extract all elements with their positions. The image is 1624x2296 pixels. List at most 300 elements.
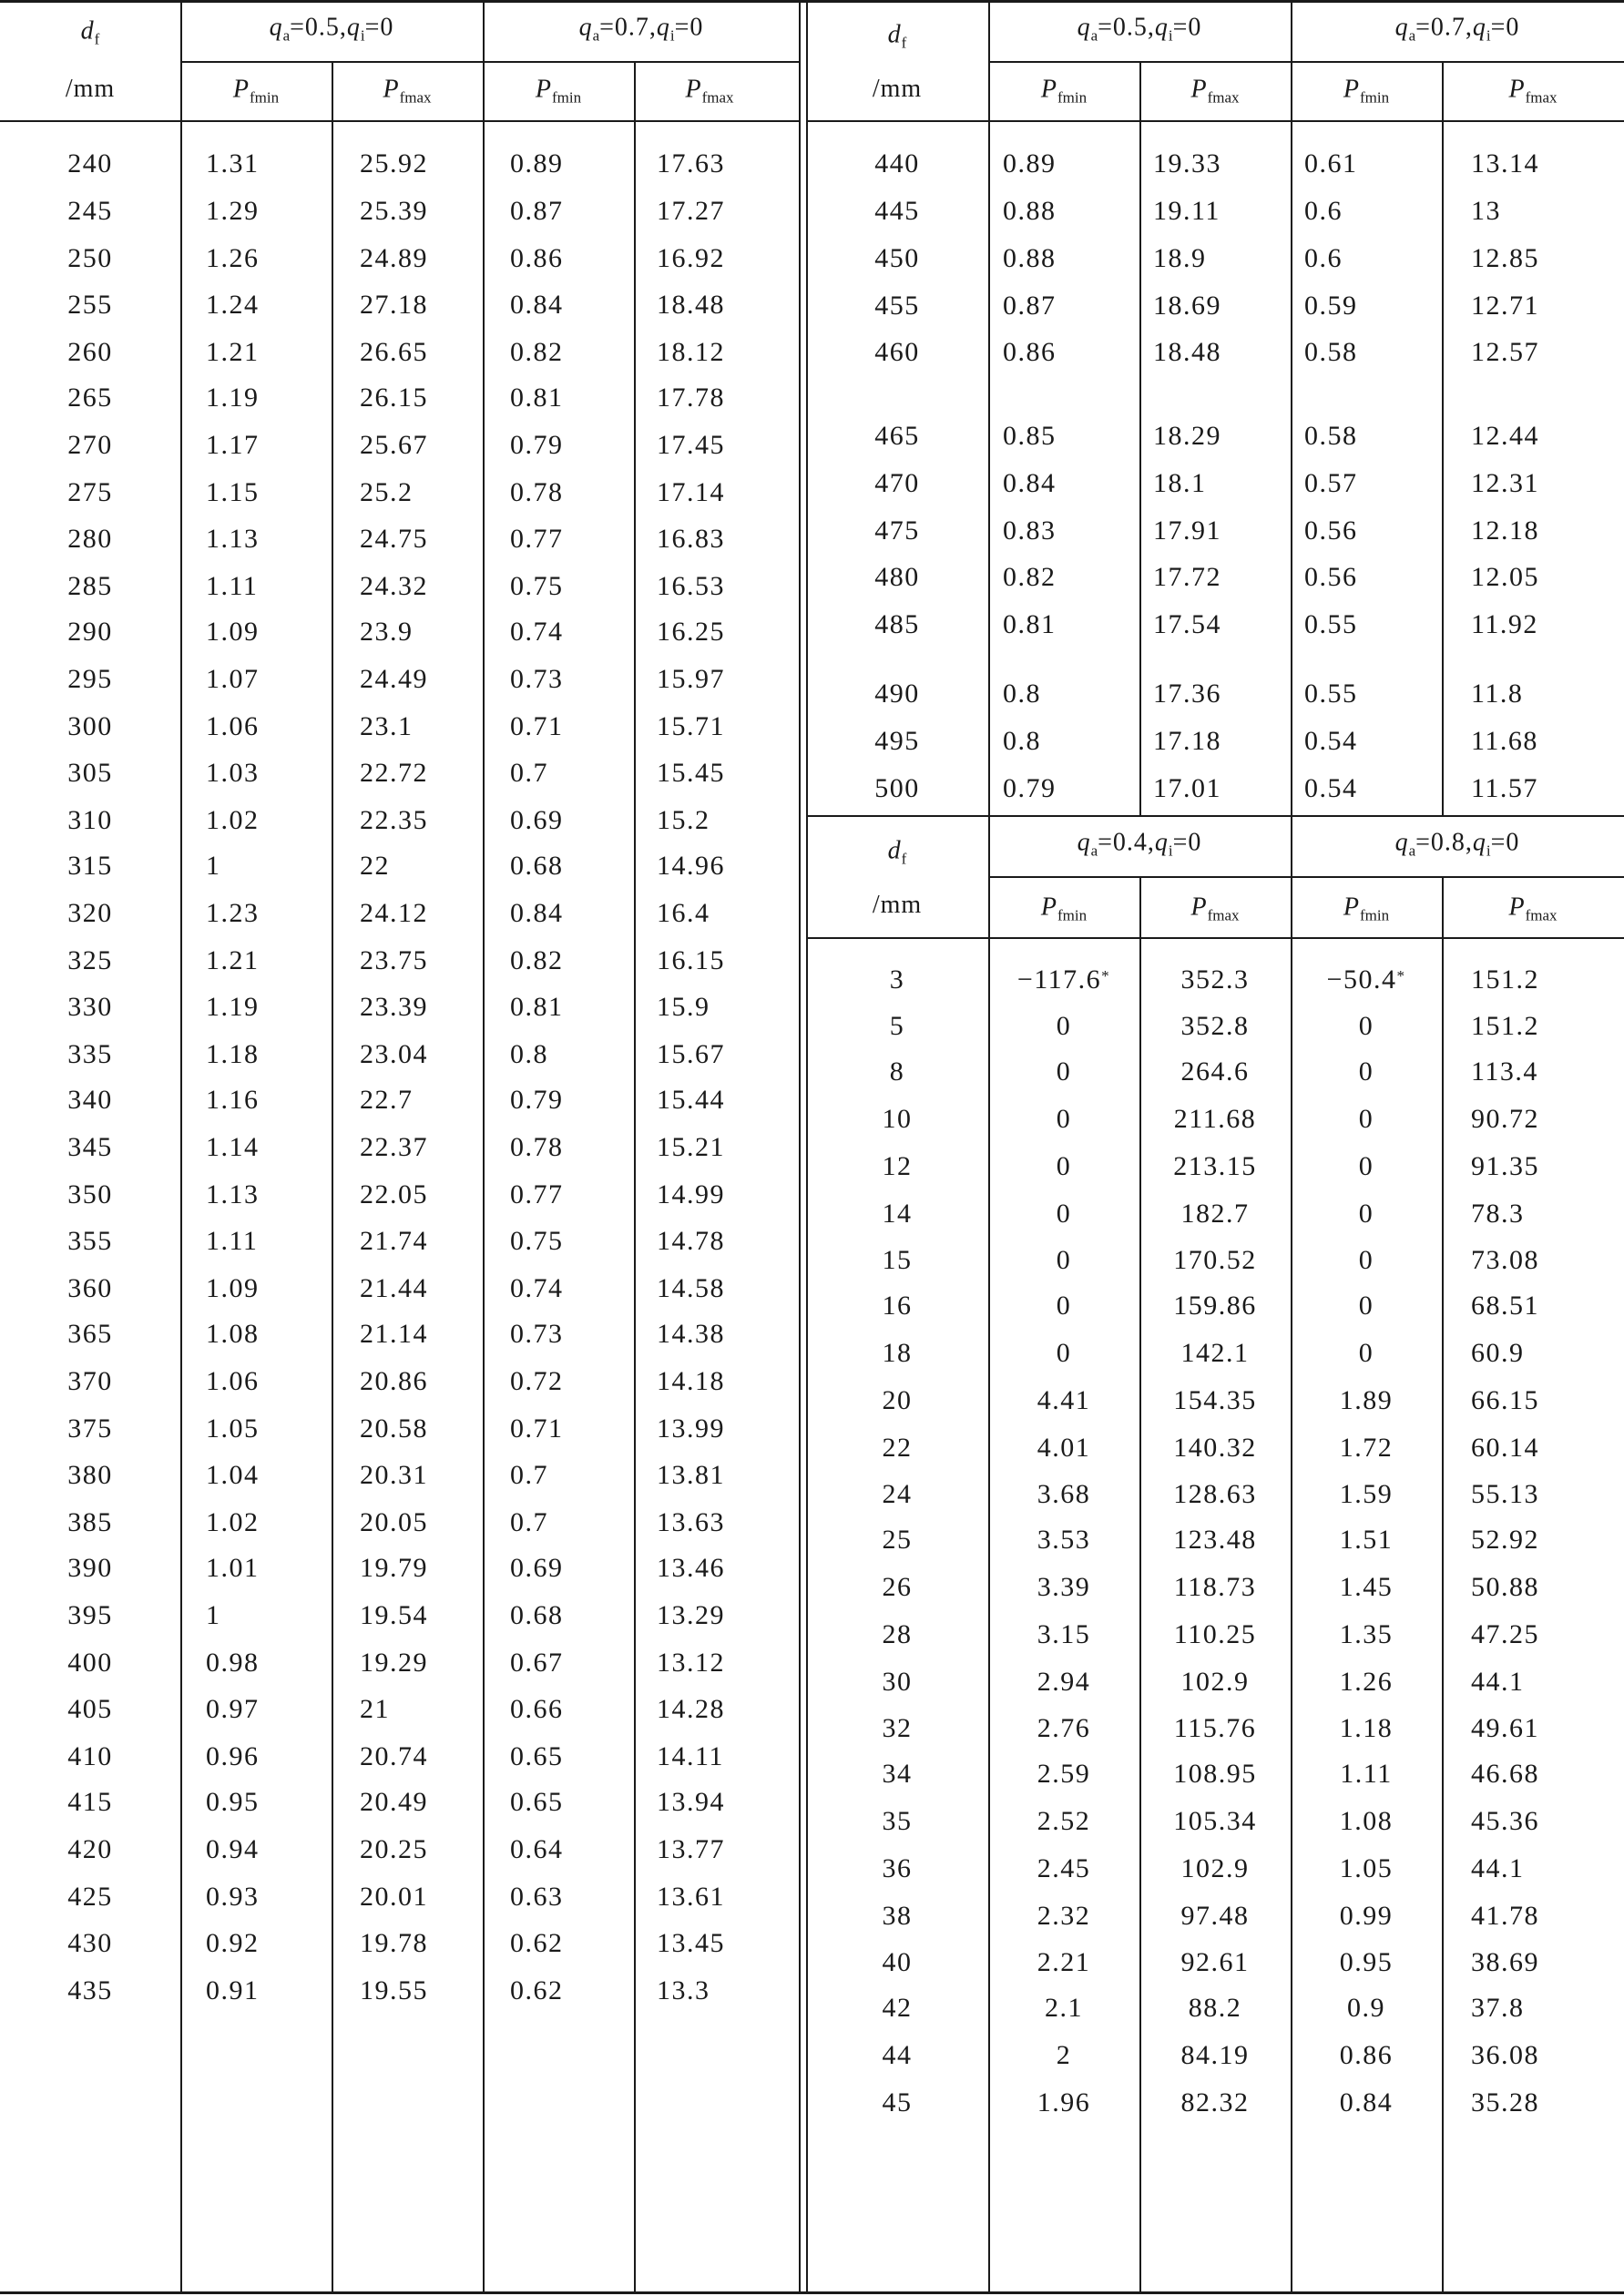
- pfmin-cell: 2.32: [1037, 1900, 1091, 1931]
- pfmin-header-2: $P_{fmin}$: [1343, 75, 1390, 107]
- pfmax-cell: 115.76: [1173, 1713, 1257, 1744]
- df-cell: 300: [67, 710, 113, 741]
- pfmin-cell: 0: [1358, 1245, 1374, 1276]
- pfmax-cell: 22.72: [360, 758, 428, 789]
- pfmin-cell: 0.58: [1304, 337, 1358, 367]
- pfmax-cell: 13.61: [657, 1881, 725, 1912]
- pfmin-cell: 0.57: [1304, 468, 1358, 498]
- df-cell: 445: [874, 196, 920, 226]
- pfmin-cell: 0.54: [1304, 726, 1358, 756]
- pfmax-cell: 41.78: [1471, 1900, 1539, 1931]
- df-cell: 470: [874, 468, 920, 498]
- df-cell: 245: [67, 195, 113, 226]
- pfmax-cell: 91.35: [1471, 1150, 1539, 1181]
- pfmax-cell: 16.53: [657, 571, 725, 602]
- pfmin-cell: 0.82: [510, 944, 564, 975]
- pfmax-cell: 16.15: [657, 944, 725, 975]
- df-cell: 16: [882, 1291, 913, 1321]
- pfmax-cell: 37.8: [1471, 1993, 1525, 2024]
- pfmin-cell: 1.26: [1339, 1666, 1394, 1697]
- pfmax-cell: 11.92: [1471, 609, 1538, 639]
- pfmax-cell: 11.8: [1471, 679, 1524, 709]
- pfmin-cell: 0.56: [1304, 562, 1358, 592]
- pfmax-cell: 12.85: [1471, 243, 1539, 273]
- pfmax-cell: 128.63: [1173, 1479, 1257, 1510]
- pfmax-cell: 18.29: [1153, 421, 1221, 451]
- pfmin-cell: 0.7: [510, 1507, 548, 1538]
- pfmin-cell: 0.93: [206, 1881, 260, 1912]
- df-cell: 360: [67, 1273, 113, 1304]
- pfmin-cell: 0.66: [510, 1694, 564, 1725]
- df-cell: 22: [882, 1432, 913, 1463]
- df-cell: 385: [67, 1507, 113, 1538]
- df-cell: 18: [882, 1337, 913, 1368]
- pfmax-cell: 14.28: [657, 1694, 725, 1725]
- df-cell: 490: [874, 679, 920, 709]
- pfmax-cell: 13.45: [657, 1928, 725, 1959]
- pfmax-cell: 105.34: [1173, 1805, 1257, 1836]
- df-cell: 410: [67, 1741, 113, 1772]
- pfmax-cell: 151.2: [1471, 1011, 1539, 1042]
- pfmax-cell: 19.29: [360, 1647, 428, 1678]
- pfmax-cell: 102.9: [1180, 1852, 1250, 1883]
- df-unit-header: /mm: [872, 75, 923, 103]
- df-cell: 440: [874, 148, 920, 179]
- df-cell: 460: [874, 337, 920, 367]
- pfmin-cell: 3.39: [1037, 1571, 1091, 1602]
- pfmin-cell: 1.35: [1339, 1618, 1394, 1649]
- pfmax-header-2: $P_{fmax}$: [685, 75, 734, 107]
- pfmin-cell: 0.88: [1003, 196, 1057, 226]
- right-section-divider: [807, 815, 1624, 817]
- pfmin-cell: 0.61: [1304, 148, 1358, 179]
- pfmin-cell: 1.05: [1339, 1852, 1394, 1883]
- df-cell: 500: [874, 773, 920, 803]
- pfmin-cell: 0: [1056, 1337, 1072, 1368]
- pfmin-cell: 1.96: [1037, 2087, 1091, 2117]
- pfmax-cell: 20.01: [360, 1881, 428, 1912]
- pfmin-cell: 1.08: [1339, 1805, 1394, 1836]
- pfmax-cell: 24.49: [360, 663, 428, 694]
- pfmin-cell: 0.69: [510, 1553, 564, 1583]
- pfmax-cell: 66.15: [1471, 1384, 1539, 1415]
- pfmin-cell: 1.23: [206, 897, 260, 928]
- pfmax-cell: 36.08: [1471, 2039, 1539, 2070]
- right-bottom-header-mid-rule: [989, 876, 1624, 878]
- pfmin-header-2: $P_{fmin}$: [535, 75, 582, 107]
- pfmax-cell: 15.67: [657, 1039, 725, 1070]
- df-cell: 340: [67, 1085, 113, 1115]
- pfmin-cell: 1.06: [206, 710, 260, 741]
- pfmin-header-1: $P_{fmin}$: [1040, 893, 1088, 924]
- pfmax-cell: 25.67: [360, 429, 428, 460]
- pfmax-cell: 13.99: [657, 1413, 725, 1444]
- pfmax-cell: 35.28: [1471, 2087, 1539, 2117]
- footnote-mark: *: [1396, 966, 1406, 985]
- pfmin-cell: 0.55: [1304, 679, 1358, 709]
- pfmin-cell: 0.63: [510, 1881, 564, 1912]
- pfmax-cell: 140.32: [1173, 1432, 1257, 1463]
- pfmin-cell: 0: [1358, 1103, 1374, 1134]
- pfmax-cell: 13.29: [657, 1599, 725, 1630]
- pfmax-cell: 22: [360, 851, 390, 881]
- df-header: $d_f$: [80, 16, 100, 48]
- right-top-col-rule-4: [1442, 61, 1444, 816]
- pfmax-cell: 44.1: [1471, 1666, 1525, 1697]
- df-cell: 3: [889, 964, 905, 995]
- pfmax-cell: 18.48: [657, 290, 725, 321]
- pfmax-cell: 27.18: [360, 290, 428, 321]
- pfmin-cell: 0.68: [510, 851, 564, 881]
- pfmin-cell: 0.7: [510, 758, 548, 789]
- pfmin-cell: 0.64: [510, 1833, 564, 1864]
- pfmin-cell: 0.65: [510, 1741, 564, 1772]
- pfmin-header-1: $P_{fmin}$: [232, 75, 280, 107]
- pfmin-cell: 4.41: [1037, 1384, 1091, 1415]
- df-cell: 390: [67, 1553, 113, 1583]
- pfmin-cell: 0.97: [206, 1694, 260, 1725]
- pfmin-cell: 1.14: [206, 1131, 260, 1162]
- df-cell: 345: [67, 1131, 113, 1162]
- pfmax-cell: 12.18: [1471, 515, 1539, 546]
- pfmin-cell: 2: [1056, 2039, 1072, 2070]
- pfmax-cell: 17.01: [1153, 773, 1221, 803]
- pfmin-cell: 1.19: [206, 383, 260, 413]
- pfmin-cell: 1.19: [206, 992, 260, 1023]
- pfmin-cell: 0.62: [510, 1975, 564, 2006]
- df-cell: 285: [67, 571, 113, 602]
- pfmax-cell: 18.12: [657, 337, 725, 368]
- pfmin-cell: 0.59: [1304, 291, 1358, 321]
- pfmin-cell: 0.84: [1339, 2087, 1394, 2117]
- pfmin-cell: 0.88: [1003, 243, 1057, 273]
- pfmin-cell: 0.79: [510, 429, 564, 460]
- df-cell: 415: [67, 1787, 113, 1817]
- df-cell: 305: [67, 758, 113, 789]
- pfmax-header-1: $P_{fmax}$: [383, 75, 432, 107]
- df-cell: 295: [67, 663, 113, 694]
- pfmin-cell: 0.8: [510, 1039, 548, 1070]
- pfmax-cell: 20.05: [360, 1507, 428, 1538]
- pfmax-cell: 26.65: [360, 337, 428, 368]
- pfmin-cell: 0.91: [206, 1975, 260, 2006]
- pfmin-cell: 0: [1358, 1198, 1374, 1229]
- pfmax-cell: 154.35: [1173, 1384, 1257, 1415]
- pfmax-cell: 15.97: [657, 663, 725, 694]
- pfmax-cell: 14.78: [657, 1226, 725, 1257]
- pfmax-cell: 12.31: [1471, 468, 1539, 498]
- pfmin-cell: 1.89: [1339, 1384, 1394, 1415]
- df-cell: 40: [882, 1947, 913, 1978]
- pfmax-cell: 108.95: [1173, 1759, 1257, 1790]
- df-cell: 315: [67, 851, 113, 881]
- pfmax-cell: 97.48: [1180, 1900, 1250, 1931]
- pfmin-cell: 0.85: [1003, 421, 1057, 451]
- pfmax-cell: 15.44: [657, 1085, 725, 1115]
- pfmin-cell: 0: [1056, 1291, 1072, 1321]
- pfmax-cell: 88.2: [1188, 1993, 1242, 2024]
- df-cell: 25: [882, 1525, 913, 1556]
- pfmin-cell: 0.74: [510, 1273, 564, 1304]
- pfmax-cell: 92.61: [1180, 1947, 1250, 1978]
- df-cell: 405: [67, 1694, 113, 1725]
- pfmax-cell: 23.04: [360, 1039, 428, 1070]
- left-header-bottom-rule: [0, 120, 800, 122]
- pfmax-cell: 68.51: [1471, 1291, 1539, 1321]
- pfmax-cell: 13.77: [657, 1833, 725, 1864]
- pfmax-cell: 22.05: [360, 1179, 428, 1209]
- pfmin-cell: 0.6: [1304, 196, 1343, 226]
- df-cell: 38: [882, 1900, 913, 1931]
- pfmin-cell: 0.75: [510, 571, 564, 602]
- pfmax-cell: 25.92: [360, 148, 428, 179]
- pfmin-cell: 0.74: [510, 617, 564, 647]
- pfmin-cell: 0.77: [510, 524, 564, 555]
- pfmax-cell: 25.39: [360, 195, 428, 226]
- df-cell: 375: [67, 1413, 113, 1444]
- pfmin-cell: 1.21: [206, 337, 260, 368]
- df-cell: 275: [67, 476, 113, 507]
- pfmin-cell: 0.84: [510, 290, 564, 321]
- pfmin-cell: 2.76: [1037, 1713, 1091, 1744]
- pfmax-cell: 82.32: [1180, 2087, 1250, 2117]
- df-cell: 485: [874, 609, 920, 639]
- pfmax-cell: 264.6: [1180, 1056, 1250, 1087]
- df-cell: 30: [882, 1666, 913, 1697]
- df-cell: 255: [67, 290, 113, 321]
- pfmax-cell: 44.1: [1471, 1852, 1525, 1883]
- pfmax-cell: 23.75: [360, 944, 428, 975]
- df-cell: 450: [874, 243, 920, 273]
- pfmin-cell: 0.82: [1003, 562, 1057, 592]
- pfmin-cell: 0: [1056, 1056, 1072, 1087]
- df-cell: 45: [882, 2087, 913, 2117]
- pfmax-cell: 113.4: [1471, 1056, 1538, 1087]
- pfmax-cell: 73.08: [1471, 1245, 1539, 1276]
- right-bottom-col-rule-2: [1139, 876, 1141, 2293]
- pfmax-cell: 20.25: [360, 1833, 428, 1864]
- pfmax-cell: 170.52: [1173, 1245, 1257, 1276]
- pfmin-cell: 0.68: [510, 1599, 564, 1630]
- pfmax-cell: 15.45: [657, 758, 725, 789]
- pfmax-cell: 47.25: [1471, 1618, 1539, 1649]
- df-cell: 35: [882, 1805, 913, 1836]
- pfmax-header-1: $P_{fmax}$: [1190, 75, 1240, 107]
- pfmin-cell: 0.87: [1003, 291, 1057, 321]
- pfmax-cell: 16.25: [657, 617, 725, 647]
- df-cell: 36: [882, 1852, 913, 1883]
- pfmax-cell: 17.36: [1153, 679, 1221, 709]
- pfmax-cell: 13.81: [657, 1460, 725, 1491]
- pfmax-cell: 14.18: [657, 1365, 725, 1396]
- pfmin-cell: −117.6*: [1016, 964, 1111, 995]
- pfmax-cell: 60.14: [1471, 1432, 1539, 1463]
- pfmax-cell: 17.45: [657, 429, 725, 460]
- pfmax-cell: 25.2: [360, 476, 414, 507]
- pfmax-cell: 17.18: [1153, 726, 1221, 756]
- pfmin-cell: 1.04: [206, 1460, 260, 1491]
- pfmax-cell: 23.9: [360, 617, 414, 647]
- pfmin-cell: 0.82: [510, 337, 564, 368]
- pfmin-cell: 1.08: [206, 1319, 260, 1349]
- pfmax-cell: 110.25: [1173, 1618, 1257, 1649]
- df-cell: 455: [874, 291, 920, 321]
- pfmin-cell: 1.13: [206, 1179, 260, 1209]
- pfmin-cell: 3.53: [1037, 1525, 1091, 1556]
- pfmin-cell: 0: [1056, 1198, 1072, 1229]
- df-cell: 280: [67, 524, 113, 555]
- pfmin-cell: 2.59: [1037, 1759, 1091, 1790]
- pfmax-cell: 22.7: [360, 1085, 414, 1115]
- pfmin-cell: 0.78: [510, 476, 564, 507]
- df-cell: 10: [882, 1103, 913, 1134]
- pfmax-cell: 24.32: [360, 571, 428, 602]
- pfmax-cell: 19.11: [1153, 196, 1221, 226]
- pfmax-cell: 13.46: [657, 1553, 725, 1583]
- pfmax-cell: 151.2: [1471, 964, 1539, 995]
- pfmin-cell: 0: [1358, 1337, 1374, 1368]
- pfmin-cell: 1.59: [1339, 1479, 1394, 1510]
- df-cell: 26: [882, 1571, 913, 1602]
- pfmax-cell: 18.1: [1153, 468, 1207, 498]
- pfmin-cell: 0.83: [1003, 515, 1057, 546]
- pfmin-cell: 0: [1056, 1011, 1072, 1042]
- pfmin-cell: 1.02: [206, 1507, 260, 1538]
- pfmin-cell: 2.21: [1037, 1947, 1091, 1978]
- pfmin-cell: 1.07: [206, 663, 260, 694]
- df-cell: 320: [67, 897, 113, 928]
- left-col-rule-3: [483, 0, 485, 2293]
- df-unit-header: /mm: [872, 891, 923, 919]
- pfmax-cell: 18.69: [1153, 291, 1221, 321]
- pfmin-cell: 0.67: [510, 1647, 564, 1678]
- pfmax-cell: 19.54: [360, 1599, 428, 1630]
- pfmin-cell: 1.18: [1339, 1713, 1394, 1744]
- pfmin-cell: 0.87: [510, 195, 564, 226]
- pfmax-cell: 17.78: [657, 383, 725, 413]
- pfmax-cell: 45.36: [1471, 1805, 1539, 1836]
- pfmin-cell: 0.6: [1304, 243, 1343, 273]
- pfmin-cell: 1.11: [1340, 1759, 1393, 1790]
- footnote-mark: *: [1101, 966, 1111, 985]
- pfmin-cell: 0: [1358, 1150, 1374, 1181]
- df-cell: 290: [67, 617, 113, 647]
- pfmax-cell: 22.37: [360, 1131, 428, 1162]
- pfmax-cell: 20.86: [360, 1365, 428, 1396]
- pfmin-header-1: $P_{fmin}$: [1040, 75, 1088, 107]
- pfmax-cell: 12.57: [1471, 337, 1539, 367]
- group-header-1: $q_a=0.4,q_i=0$: [1077, 828, 1202, 860]
- pfmin-cell: 1: [206, 1599, 221, 1630]
- df-cell: 395: [67, 1599, 113, 1630]
- pfmax-cell: 55.13: [1471, 1479, 1539, 1510]
- pfmin-cell: 0.75: [510, 1226, 564, 1257]
- pfmin-cell: 1.51: [1339, 1525, 1394, 1556]
- right-header-bottom-rule: [807, 120, 1624, 122]
- pfmax-cell: 15.21: [657, 1131, 725, 1162]
- left-header-mid-rule: [180, 61, 800, 63]
- pfmax-cell: 14.11: [657, 1741, 724, 1772]
- pfmin-cell: 0.62: [510, 1928, 564, 1959]
- right-header-mid-rule: [989, 61, 1624, 63]
- pfmax-cell: 21.14: [360, 1319, 428, 1349]
- df-cell: 32: [882, 1713, 913, 1744]
- df-unit-header: /mm: [65, 75, 116, 103]
- pfmin-cell: 0.55: [1304, 609, 1358, 639]
- df-cell: 44: [882, 2039, 913, 2070]
- pfmax-cell: 13.3: [657, 1975, 710, 2006]
- df-cell: 5: [889, 1011, 905, 1042]
- df-cell: 270: [67, 429, 113, 460]
- pfmin-cell: −50.4*: [1326, 964, 1406, 995]
- pfmax-cell: 21.44: [360, 1273, 428, 1304]
- pfmax-cell: 11.68: [1471, 726, 1538, 756]
- left-col-rule-1: [180, 0, 182, 2293]
- pfmin-cell: 1.11: [206, 571, 259, 602]
- pfmin-cell: 2.52: [1037, 1805, 1091, 1836]
- pfmax-cell: 84.19: [1180, 2039, 1250, 2070]
- pfmax-cell: 26.15: [360, 383, 428, 413]
- pfmin-cell: 0.78: [510, 1131, 564, 1162]
- df-cell: 465: [874, 421, 920, 451]
- pfmin-cell: 1: [206, 851, 221, 881]
- pfmin-cell: 0.65: [510, 1787, 564, 1817]
- pfmin-cell: 1.17: [206, 429, 260, 460]
- df-cell: 265: [67, 383, 113, 413]
- pfmin-cell: 0.71: [510, 1413, 564, 1444]
- pfmax-cell: 14.96: [657, 851, 725, 881]
- df-cell: 260: [67, 337, 113, 368]
- pfmin-cell: 0.81: [510, 383, 564, 413]
- df-cell: 475: [874, 515, 920, 546]
- df-cell: 330: [67, 992, 113, 1023]
- pfmax-cell: 78.3: [1471, 1198, 1525, 1229]
- pfmin-cell: 1.13: [206, 524, 260, 555]
- pfmin-cell: 1.72: [1339, 1432, 1394, 1463]
- pfmin-cell: 0: [1056, 1150, 1072, 1181]
- pfmax-cell: 19.78: [360, 1928, 428, 1959]
- df-cell: 15: [882, 1245, 913, 1276]
- pfmax-cell: 213.15: [1173, 1150, 1257, 1181]
- left-col-rule-2: [332, 61, 333, 2293]
- right-bottom-col-rule-4: [1442, 876, 1444, 2293]
- df-cell: 42: [882, 1993, 913, 2024]
- df-cell: 425: [67, 1881, 113, 1912]
- pfmax-cell: 13.14: [1471, 148, 1539, 179]
- pfmax-cell: 21.74: [360, 1226, 428, 1257]
- df-header: $d_f$: [887, 20, 907, 52]
- right-col-rule-1: [988, 0, 990, 2293]
- pfmin-cell: 1.26: [206, 242, 260, 273]
- pfmin-cell: 0.94: [206, 1833, 260, 1864]
- bottom-border: [0, 2291, 1624, 2294]
- pfmin-cell: 0.81: [1003, 609, 1057, 639]
- pfmax-cell: 17.14: [657, 476, 725, 507]
- group-header-1: $q_a=0.5,q_i=0$: [269, 13, 394, 45]
- pfmax-cell: 17.27: [657, 195, 725, 226]
- pfmax-cell: 60.9: [1471, 1337, 1525, 1368]
- pfmax-cell: 159.86: [1173, 1291, 1257, 1321]
- pfmax-cell: 13.94: [657, 1787, 725, 1817]
- pfmin-cell: 1.01: [206, 1553, 260, 1583]
- pfmin-cell: 1.21: [206, 944, 260, 975]
- pfmax-cell: 15.71: [657, 710, 725, 741]
- pfmin-cell: 0.86: [1339, 2039, 1394, 2070]
- pfmax-cell: 13.63: [657, 1507, 725, 1538]
- df-cell: 480: [874, 562, 920, 592]
- pfmin-cell: 1.09: [206, 617, 260, 647]
- pfmax-header-2: $P_{fmax}$: [1508, 75, 1558, 107]
